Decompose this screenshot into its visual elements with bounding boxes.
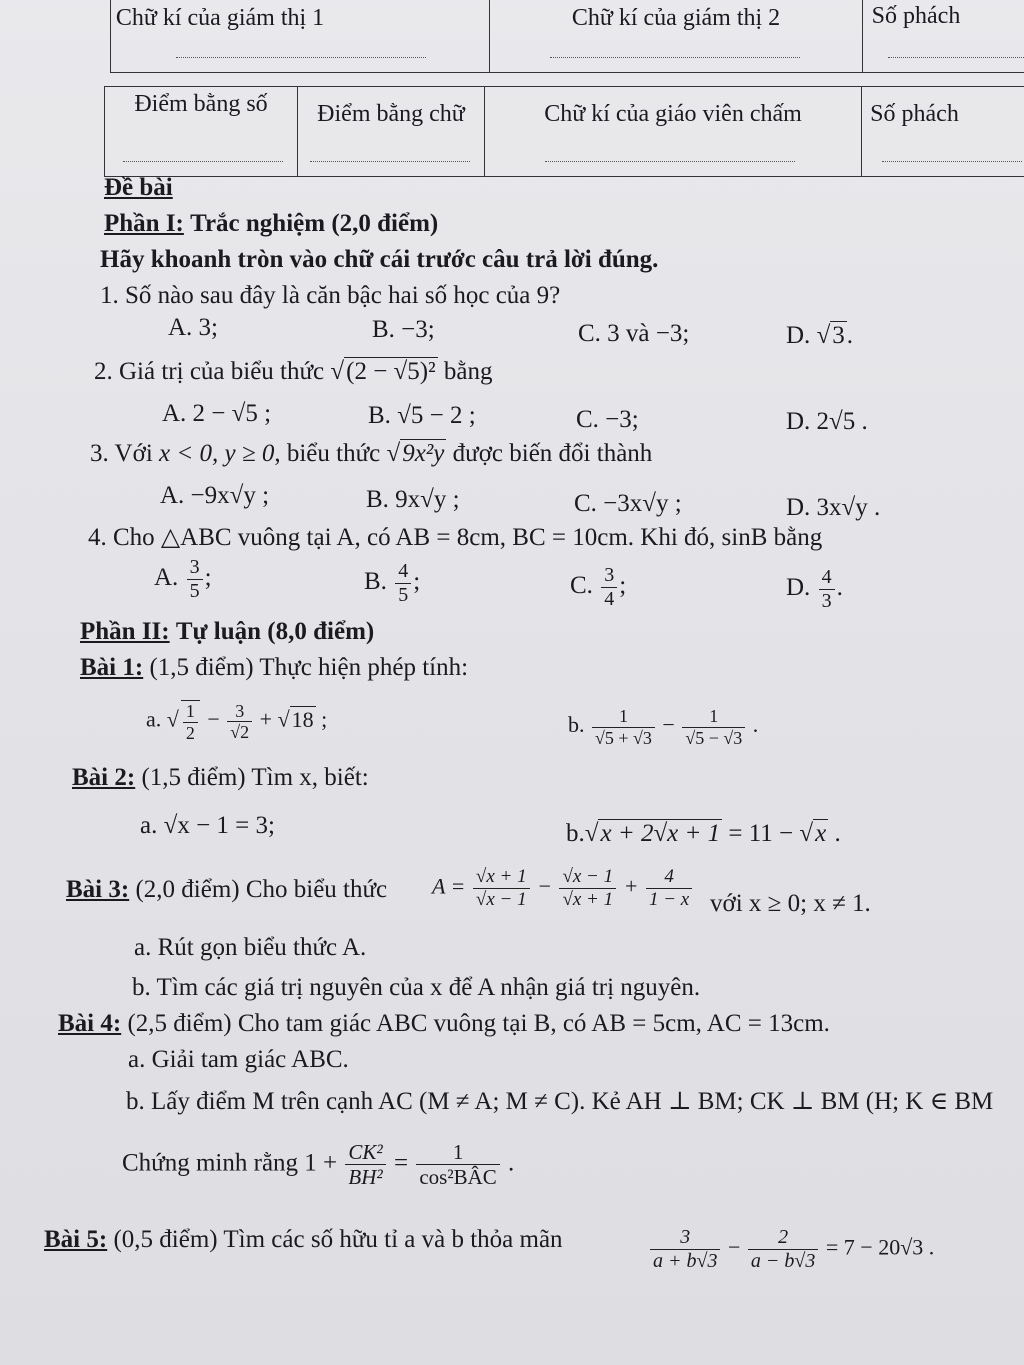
q2-expression: √(2 − √5)² bbox=[330, 358, 436, 385]
q4-c-fraction bbox=[601, 564, 617, 611]
bai4-a: a. Giải tam giác ABC. bbox=[128, 1046, 349, 1073]
q3-option-b: B. 9x√y ; bbox=[366, 486, 460, 513]
dotted-line bbox=[176, 57, 426, 58]
bai4-b: b. Lấy điểm M trên cạnh AC (M ≠ A; M ≠ C). Kẻ AH ⊥ BM; CK ⊥ BM (H; K ∈ BM bbox=[126, 1088, 994, 1115]
q4-c-num: 3 bbox=[601, 564, 617, 588]
bai2-a: a. √x − 1 = 3; bbox=[140, 812, 275, 839]
q4-a-label: A. bbox=[154, 564, 179, 592]
q4-b-den: 5 bbox=[398, 584, 409, 606]
q2-option-b: B. √5 − 2 ; bbox=[368, 402, 476, 429]
bai5-text: (0,5 điểm) Tìm các số hữu tỉ a và b thỏa mãn bbox=[113, 1226, 563, 1253]
bai3-expression: A = $\frac{√x + 1}{√x - 1}$ − $\frac{√x - 1}{√x + 1}$ + $\frac{4}{1 - x}$ bbox=[432, 866, 694, 911]
bai3-heading bbox=[66, 876, 387, 904]
part1-heading bbox=[104, 210, 438, 238]
q4-c-label: C. bbox=[570, 572, 593, 600]
score-word-label: Điểm bằng chữ bbox=[317, 101, 465, 127]
q1-d-label: D. bbox=[786, 322, 811, 349]
q4-a-fraction bbox=[187, 556, 203, 603]
q4-b-fraction bbox=[395, 560, 411, 607]
proctor2-label: Chữ kí của giám thị 2 bbox=[571, 5, 781, 31]
q3-condition: x < 0, y ≥ 0 bbox=[159, 440, 275, 467]
q2-option-c: C. −3; bbox=[576, 406, 639, 433]
q3-option-d: D. 3x√y . bbox=[786, 494, 881, 521]
proctor2-cell bbox=[490, 0, 863, 73]
q4-a-den: 5 bbox=[189, 580, 200, 602]
q4-a-num: 3 bbox=[187, 556, 203, 580]
q3-text bbox=[90, 440, 652, 468]
bai1-text: (1,5 điểm) Thực hiện phép tính: bbox=[149, 654, 469, 681]
q1-text: 1. Số nào sau đây là căn bậc hai số học của 9? bbox=[100, 282, 561, 309]
bai2-heading bbox=[72, 764, 369, 792]
bai2-text: (1,5 điểm) Tìm x, biết: bbox=[141, 764, 369, 791]
bai3-label: Bài 3: bbox=[66, 876, 130, 903]
part2-heading bbox=[80, 618, 374, 646]
bai3-text: (2,0 điểm) Cho biểu thức bbox=[135, 876, 388, 903]
bai1-a-label: a. bbox=[146, 706, 162, 732]
q4-option-c bbox=[570, 564, 626, 611]
q1-d-radicand: 3 bbox=[832, 322, 845, 349]
q3-option-c: C. −3x√y ; bbox=[574, 490, 682, 517]
q4-c-den: 4 bbox=[604, 588, 615, 610]
q2-prefix: 2. Giá trị của biểu thức bbox=[94, 358, 325, 385]
code2-label: Số phách bbox=[870, 101, 959, 127]
bai4-label: Bài 4: bbox=[58, 1010, 122, 1037]
score-word-cell bbox=[298, 87, 485, 177]
q2-suffix: bằng bbox=[443, 358, 493, 385]
q2-option-a: A. 2 − √5 ; bbox=[162, 400, 272, 427]
q3-prefix: 3. Với bbox=[90, 440, 153, 467]
dotted-line bbox=[310, 161, 470, 162]
score-table bbox=[104, 86, 1024, 177]
q4-a-end: ; bbox=[204, 564, 212, 592]
code1-cell bbox=[863, 0, 1024, 73]
q4-b-label: B. bbox=[364, 568, 387, 596]
bai5-heading bbox=[44, 1226, 563, 1254]
bai5-label: Bài 5: bbox=[44, 1226, 108, 1253]
q1-d-end: . bbox=[846, 322, 854, 349]
proctor1-label: Chữ kí của giám thị 1 bbox=[115, 5, 325, 31]
q4-d-den: 3 bbox=[821, 590, 832, 612]
proctor1-cell bbox=[111, 0, 490, 73]
part1-title: Trắc nghiệm (2,0 điểm) bbox=[190, 210, 439, 237]
q4-d-label: D. bbox=[786, 574, 811, 602]
bai5-rhs: = 7 − 20√3 . bbox=[825, 1234, 935, 1260]
bai1-b-label: b. bbox=[568, 712, 585, 738]
dotted-line bbox=[123, 161, 283, 162]
signature-table bbox=[110, 0, 1024, 73]
q2-text bbox=[94, 358, 492, 386]
bai1-label: Bài 1: bbox=[80, 654, 144, 681]
q3-expression: √9x²y bbox=[386, 440, 445, 467]
dotted-line bbox=[882, 161, 1022, 162]
q2-option-d: D. 2√5 . bbox=[786, 408, 868, 435]
code2-cell bbox=[862, 87, 1024, 177]
q1-option-a: A. 3; bbox=[168, 314, 218, 341]
part1-label: Phần I: bbox=[104, 210, 184, 237]
q3-option-a: A. −9x√y ; bbox=[160, 482, 270, 509]
q4-d-end: . bbox=[836, 574, 843, 602]
dotted-line bbox=[545, 161, 795, 162]
dotted-line bbox=[888, 57, 1024, 58]
page-title: Đề bài bbox=[104, 174, 173, 201]
bai3-b: b. Tìm các giá trị nguyên của x để A nhận giá trị nguyên. bbox=[132, 974, 701, 1001]
part2-title: Tự luận (8,0 điểm) bbox=[175, 618, 375, 645]
q3-mid: , biểu thức bbox=[274, 440, 381, 467]
q4-d-fraction bbox=[819, 566, 835, 613]
q4-option-b bbox=[364, 560, 420, 607]
grader-label: Chữ kí của giáo viên chấm bbox=[544, 101, 802, 127]
q3-suffix: được biến đổi thành bbox=[452, 440, 653, 467]
q4-text: 4. Cho △ABC vuông tại A, có AB = 8cm, BC = 10cm. Khi đó, sinB bằng bbox=[88, 524, 823, 551]
bai4-text: (2,5 điểm) Cho tam giác ABC vuông tại B, có AB = 5cm, AC = 13cm. bbox=[127, 1010, 830, 1037]
bai4-heading bbox=[58, 1010, 830, 1038]
bai2-b-label: b. bbox=[566, 820, 585, 847]
q4-option-d bbox=[786, 566, 843, 613]
bai3-a: a. Rút gọn biểu thức A. bbox=[134, 934, 367, 961]
part1-instruction: Hãy khoanh tròn vào chữ cái trước câu trả lời đúng. bbox=[100, 246, 659, 273]
bai4-prove: Chứng minh rằng 1 + $\frac{\text{CK²}}{\text{BH²}}$ = $\frac{1}{\text{cos²BÂC}}$ . bbox=[122, 1140, 515, 1190]
bai5-expression: $\frac{3}{a + b√3}$ − $\frac{2}{a - b√3}$ = 7 − 20√3 . bbox=[648, 1226, 934, 1273]
bai4-prove-label: Chứng minh rằng bbox=[122, 1149, 299, 1177]
bai1-heading bbox=[80, 654, 468, 682]
q4-c-end: ; bbox=[619, 572, 627, 600]
grader-cell bbox=[485, 87, 862, 177]
q4-option-a bbox=[154, 556, 212, 603]
q1-option-c: C. 3 và −3; bbox=[578, 320, 690, 347]
q4-b-end: ; bbox=[413, 568, 421, 596]
bai1-a: a. √ $\frac{1}{2}$ − $\frac{3}{√2}$ + √18 ; bbox=[146, 700, 328, 743]
score-number-label: Điểm bằng số bbox=[134, 91, 268, 117]
q1-option-b: B. −3; bbox=[372, 316, 435, 343]
q4-d-num: 4 bbox=[819, 566, 835, 590]
code1-label: Số phách bbox=[871, 3, 961, 29]
bai3-condition: với x ≥ 0; x ≠ 1. bbox=[710, 890, 871, 917]
part2-label: Phần II: bbox=[80, 618, 170, 645]
bai2-label: Bài 2: bbox=[72, 764, 136, 791]
q1-option-d: D. √3. bbox=[786, 322, 854, 349]
score-number-cell bbox=[105, 87, 298, 177]
q4-b-num: 4 bbox=[395, 560, 411, 584]
dotted-line bbox=[550, 57, 800, 58]
bai2-b: b.√x + 2√x + 1 = 11 − √x . bbox=[566, 820, 841, 847]
bai1-b: b. $\frac{1}{√5 + √3}$ − $\frac{1}{√5 - √3}$ . bbox=[568, 706, 759, 748]
